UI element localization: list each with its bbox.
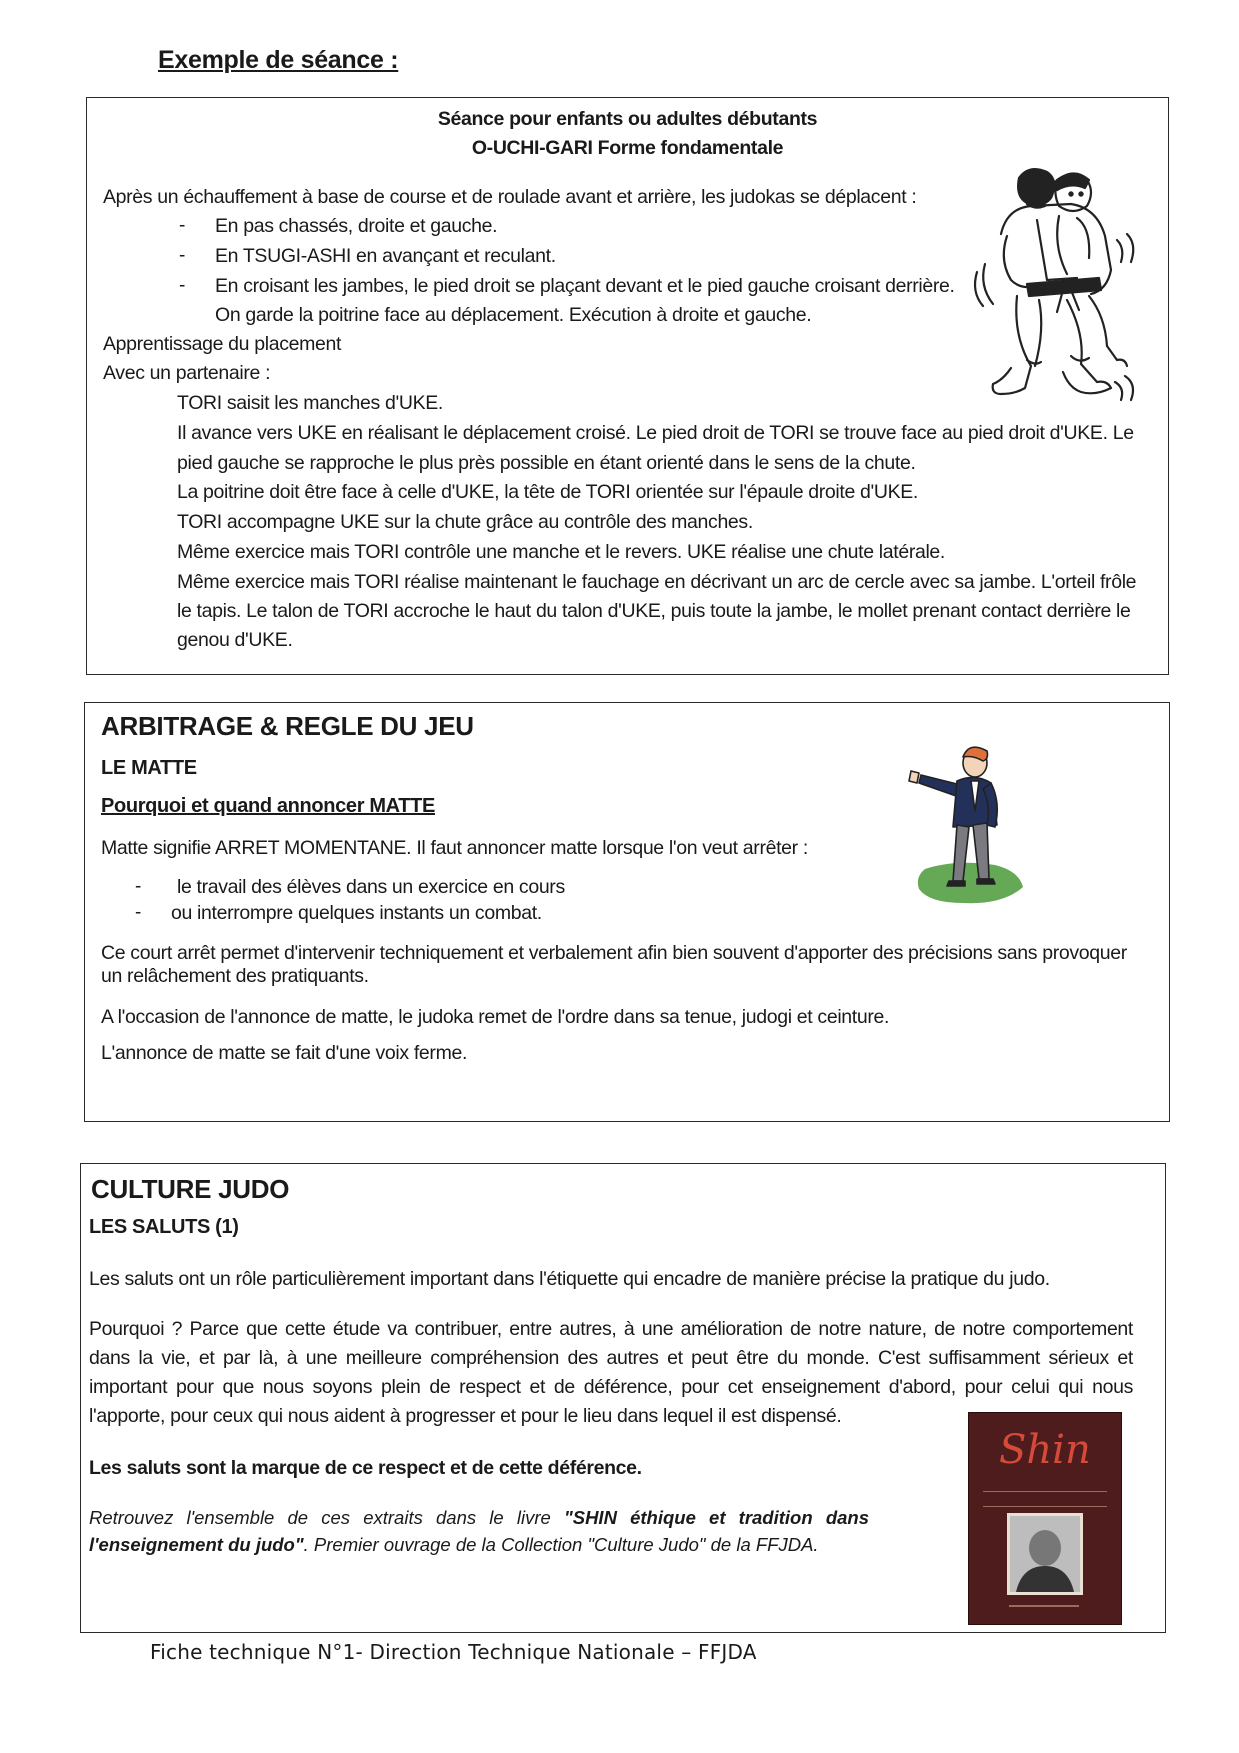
step-line: Il avance vers UKE en réalisant le déplacement croisé. Le pied droit de TORI se trouve face au pied droit d'UKE. Le (177, 422, 1134, 444)
judokas-illustration (967, 160, 1137, 420)
list-dash: - (135, 902, 142, 923)
step-line: genou d'UKE. (177, 629, 293, 651)
arbitrage-box (84, 702, 1170, 1122)
step-line: Même exercice mais TORI réalise maintenant le fauchage en décrivant un arc de cercle avec sa jambe. L'orteil frôle (177, 571, 1137, 593)
reference-intro: Retrouvez l'ensemble de ces extraits dans le livre (89, 1507, 564, 1528)
book-cover-subtitle-lines (983, 1491, 1107, 1507)
reference-outro: . Premier ouvrage de la Collection "Culture Judo" de la FFJDA. (303, 1534, 819, 1555)
arbitrage-question: Pourquoi et quand annoncer MATTE (101, 795, 435, 817)
step-line: pied gauche se rapproche le plus près possible en étant orienté dans le sens de la chute. (177, 452, 916, 474)
list-item: En pas chassés, droite et gauche. (215, 215, 498, 237)
list-item: En TSUGI-ASHI en avançant et reculant. (215, 245, 556, 267)
culture-heading: CULTURE JUDO (91, 1174, 290, 1204)
culture-para2: Pourquoi ? Parce que cette étude va contribuer, entre autres, à une amélioration de notre nature, de notre comportement dans la vie, et par là, à une meilleure compréhension des autres et peut être du monde. C'est suffisamment sérieux et important pour que nous soyons plein de respect et de déférence, pour cet enseignement d'abord, pour celui qui nous l'apporte, pour ceux qui nous aident à progresser et pour le lieu dans lequel il est dispensé. (89, 1318, 1133, 1427)
arbitrage-para3: L'annonce de matte se fait d'une voix ferme. (101, 1042, 468, 1064)
list-dash: - (135, 876, 142, 897)
step-line: TORI accompagne UKE sur la chute grâce au contrôle des manches. (177, 511, 753, 533)
apprentissage-label: Apprentissage du placement (103, 333, 342, 355)
arbitrage-para1-line2: un relâchement des pratiquants. (101, 965, 369, 987)
reference-book-title: "SHIN éthique et tradition dans l'enseignement du judo" (89, 1507, 869, 1555)
seance-intro: Après un échauffement à base de course et de roulade avant et arrière, les judokas se déplacent : (103, 186, 917, 208)
culture-reference (89, 1504, 869, 1558)
partenaire-label: Avec un partenaire : (103, 362, 271, 384)
book-cover-title: Shin (999, 1427, 1091, 1473)
step-line: le tapis. Le talon de TORI accroche le haut du talon d'UKE, puis toute la jambe, le mollet prenant contact derrière le (177, 600, 1131, 622)
seance-box (86, 97, 1169, 675)
page-footer: Fiche technique N°1- Direction Technique Nationale – FFJDA (150, 1640, 757, 1664)
step-line: TORI saisit les manches d'UKE. (177, 392, 443, 414)
culture-para1: Les saluts ont un rôle particulièrement important dans l'étiquette qui encadre de manière précise la pratique du judo. (89, 1268, 1050, 1290)
seance-header-line2: O-UCHI-GARI Forme fondamentale (471, 137, 784, 159)
list-item: En croisant les jambes, le pied droit se plaçant devant et le pied gauche croisant derrière. (215, 275, 955, 297)
culture-box (80, 1163, 1166, 1633)
list-dash: - (179, 245, 186, 266)
arbitrage-heading: ARBITRAGE & REGLE DU JEU (101, 711, 474, 741)
deplacement-note: On garde la poitrine face au déplacement. Exécution à droite et gauche. (215, 304, 812, 326)
arbitrage-para2: A l'occasion de l'annonce de matte, le judoka remet de l'ordre dans sa tenue, judogi et ceinture. (101, 1006, 890, 1028)
step-line: Même exercice mais TORI contrôle une manche et le revers. UKE réalise une chute latérale. (177, 541, 945, 563)
list-dash: - (179, 275, 186, 296)
book-cover-portrait (1007, 1513, 1083, 1595)
book-cover-footer-line (1009, 1605, 1079, 1607)
list-dash: - (179, 215, 186, 236)
list-item: ou interrompre quelques instants un combat. (171, 902, 542, 924)
arbitrage-subheading: LE MATTE (101, 757, 197, 779)
referee-illustration (905, 741, 1035, 911)
page-title: Exemple de séance : (158, 46, 399, 74)
book-cover-image (968, 1412, 1122, 1625)
list-item: le travail des élèves dans un exercice en cours (177, 876, 565, 898)
culture-subheading: LES SALUTS (1) (89, 1216, 239, 1238)
arbitrage-para1-line1: Ce court arrêt permet d'intervenir techniquement et verbalement afin bien souvent d'apporter des précisions sans provoquer (101, 942, 1127, 964)
arbitrage-intro: Matte signifie ARRET MOMENTANE. Il faut annoncer matte lorsque l'on veut arrêter : (101, 837, 808, 859)
culture-emphasis: Les saluts sont la marque de ce respect et de cette déférence. (89, 1457, 642, 1479)
seance-header-line1: Séance pour enfants ou adultes débutants (437, 108, 818, 130)
step-line: La poitrine doit être face à celle d'UKE, la tête de TORI orientée sur l'épaule droite d'UKE. (177, 481, 919, 503)
